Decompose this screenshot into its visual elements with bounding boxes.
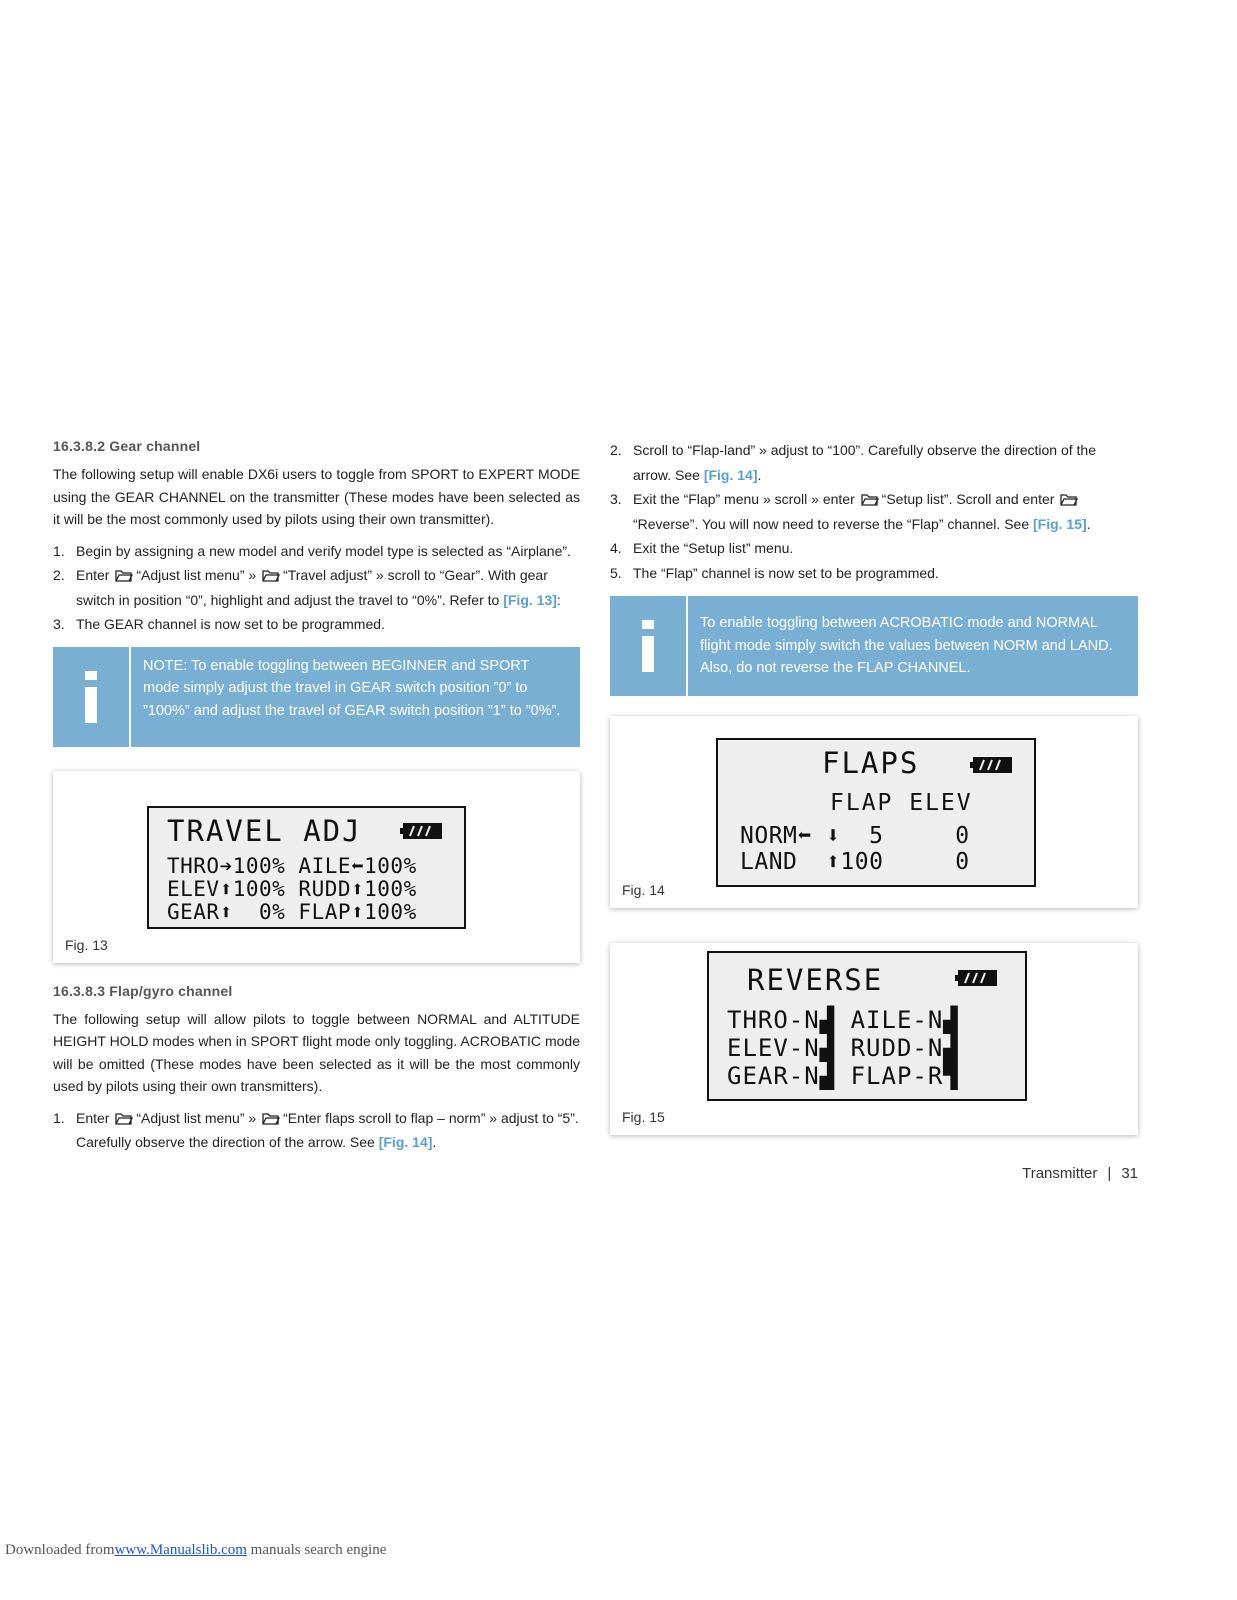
list-text: Begin by assigning a new model and verify model type is selected as “Airplane”. xyxy=(76,542,571,559)
lcd-header: FLAP ELEV xyxy=(830,790,973,816)
list-text: The GEAR channel is now set to be programmed. xyxy=(76,616,385,632)
left-column xyxy=(53,438,580,1155)
list-text: “Reverse”. You will now need to reverse the “Flap” channel. See xyxy=(633,515,1033,532)
list-item xyxy=(53,612,580,637)
battery-icon xyxy=(400,823,442,839)
folder-icon xyxy=(1060,493,1078,506)
list-number: 3. xyxy=(610,491,622,507)
list-text: The “Flap” channel is now set to be programmed. xyxy=(633,564,939,581)
list-number: 2. xyxy=(53,567,65,583)
list-item xyxy=(53,1106,580,1155)
lcd-row: ELEV-N▟ RUDD-N▟ xyxy=(727,1034,959,1062)
list-item xyxy=(53,563,580,612)
figure-caption: Fig. 14 xyxy=(622,882,665,898)
lcd-row: THRO➔100% AILE⬅100% xyxy=(167,853,417,878)
list-item xyxy=(610,438,1138,487)
list-text: . xyxy=(432,1134,437,1150)
figure-14 xyxy=(610,716,1138,908)
lcd-row: ELEV⬆100% RUDD⬆100% xyxy=(167,876,417,901)
lcd-row: THRO-N▟ AILE-N▟ xyxy=(727,1006,959,1034)
info-icon xyxy=(610,596,688,696)
info-icon xyxy=(53,647,131,747)
info-note-text: NOTE: To enable toggling between BEGINNER and SPORT mode simply adjust the travel in GEAR switch position ”0” to ”100%” and adjust the travel of GEAR switch position ”1” to ”0%”. xyxy=(143,657,561,719)
lcd-row: LAND ⬆100 0 xyxy=(740,849,970,875)
figure-caption: Fig. 13 xyxy=(65,936,108,953)
download-watermark xyxy=(5,1542,386,1559)
folder-icon xyxy=(262,569,280,582)
list-number: 5. xyxy=(610,564,622,581)
list-text: Exit the “Flap” menu » scroll » enter xyxy=(633,491,855,507)
list-text: Scroll to “Flap-land” » adjust to “100”. Carefully observe the direction of the arrow. See xyxy=(633,442,1097,483)
page-number: 31 xyxy=(1121,1165,1138,1182)
page-footer xyxy=(1022,1165,1138,1182)
list-text: : xyxy=(556,591,561,608)
list-text: Exit the “Setup list” menu. xyxy=(633,540,794,556)
figure-15 xyxy=(610,943,1138,1135)
list-text: “Setup list”. Scroll and enter xyxy=(881,491,1055,507)
list-text: “Adjust list menu” » xyxy=(136,1109,257,1126)
list-number: 2. xyxy=(610,442,622,458)
list-item xyxy=(610,561,1138,586)
list-text: Enter xyxy=(76,1109,110,1126)
list-text: “Enter flaps scroll to flap – norm” » adjust to “5”. Carefully observe the direction of the arrow. See xyxy=(76,1109,579,1150)
right-column xyxy=(610,438,1138,1135)
list-item xyxy=(610,536,1138,561)
list-number: 4. xyxy=(610,540,622,556)
watermark-prefix: Downloaded from xyxy=(5,1542,115,1558)
info-note-box xyxy=(53,647,580,747)
gear-steps-list xyxy=(53,539,580,637)
figure-reference-link[interactable]: [Fig. 14] xyxy=(378,1134,433,1150)
list-number: 3. xyxy=(53,616,65,632)
folder-icon xyxy=(861,493,879,506)
lcd-title: TRAVEL ADJ xyxy=(167,813,362,848)
figure-reference-link[interactable]: [Fig. 14] xyxy=(703,466,758,483)
footer-separator: | xyxy=(1107,1165,1112,1182)
flap-steps-list xyxy=(53,1106,580,1155)
list-item xyxy=(53,539,580,564)
list-text: . xyxy=(1086,515,1091,532)
list-number: 1. xyxy=(53,1109,65,1126)
lcd-screen-travel-adj xyxy=(147,806,466,929)
info-note-box xyxy=(610,596,1138,696)
list-text: “Adjust list menu” » xyxy=(136,567,257,583)
lcd-row: GEAR⬆ 0% FLAP⬆100% xyxy=(167,899,417,924)
info-note-text: To enable toggling between ACROBATIC mode and NORMAL flight mode simply switch the values between NORM and LAND. Also, do not reverse the FLAP CHANNEL. xyxy=(700,615,1113,676)
list-item xyxy=(610,487,1138,536)
lcd-title: REVERSE xyxy=(747,963,884,997)
battery-icon xyxy=(970,757,1012,773)
lcd-screen-flaps xyxy=(716,738,1036,887)
figure-caption: Fig. 15 xyxy=(622,1109,665,1125)
section-heading-gear: 16.3.8.2 Gear channel xyxy=(53,438,201,454)
folder-icon xyxy=(115,1112,133,1125)
figure-reference-link[interactable]: [Fig. 15] xyxy=(1033,515,1087,532)
watermark-suffix: manuals search engine xyxy=(246,1542,387,1558)
figure-13 xyxy=(53,771,580,963)
list-text: “Travel adjust” » scroll to “Gear”. With gear switch in position “0”, highlight and adjust the travel to “0%”. Refer to xyxy=(76,567,548,608)
manualslib-link[interactable]: www.Manualslib.com xyxy=(114,1542,247,1558)
flap-intro-paragraph: The following setup will allow pilots to toggle between NORMAL and ALTITUDE HEIGHT HOLD modes when in SPORT flight mode only toggling. ACROBATIC mode will be omitted (These modes have been selected as it will be the most commonly used by pilots using their own transmitters). xyxy=(53,1010,580,1094)
list-number: 1. xyxy=(53,542,65,559)
battery-icon xyxy=(955,970,997,986)
flap-steps-list-continued xyxy=(610,438,1138,585)
footer-section: Transmitter xyxy=(1022,1165,1098,1182)
lcd-screen-reverse xyxy=(707,951,1027,1101)
lcd-row: GEAR-N▟ FLAP-R▜ xyxy=(727,1062,959,1090)
folder-icon xyxy=(115,569,133,582)
lcd-title: FLAPS xyxy=(822,746,920,780)
list-text: . xyxy=(757,466,762,483)
figure-reference-link[interactable]: [Fig. 13] xyxy=(503,591,557,608)
section-heading-flap: 16.3.8.3 Flap/gyro channel xyxy=(53,982,233,999)
list-text: Enter xyxy=(76,567,110,583)
gear-intro-paragraph: The following setup will enable DX6i users to toggle from SPORT to EXPERT MODE using the GEAR CHANNEL on the transmitter (These modes have been selected as it will be the most commonly used by pilots using their own transmitter). xyxy=(53,466,580,527)
lcd-row: NORM⬅ ⬇ 5 0 xyxy=(740,823,970,849)
folder-icon xyxy=(262,1112,280,1125)
